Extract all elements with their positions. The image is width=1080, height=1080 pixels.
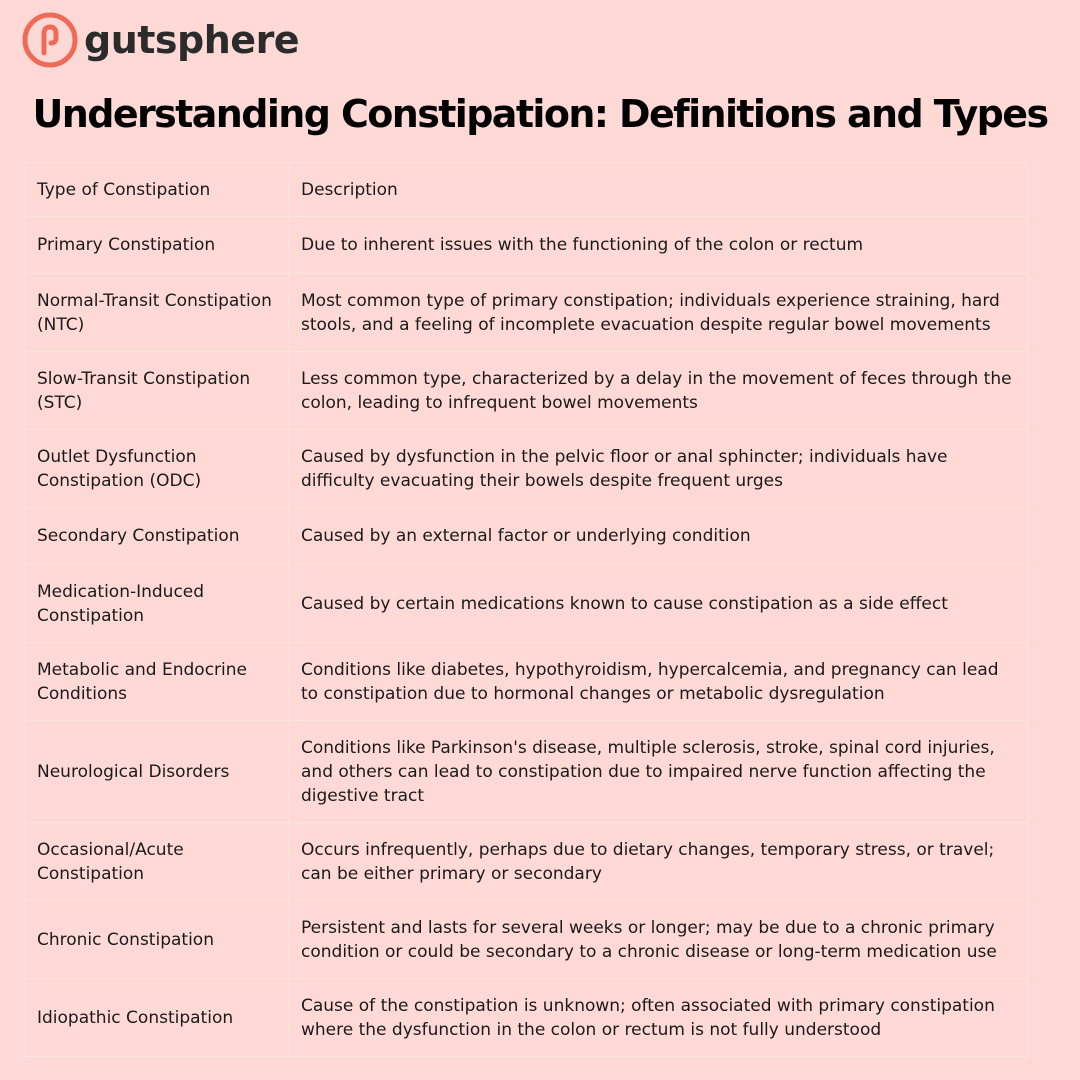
table-header-row	[25, 163, 1028, 217]
description-cell: Occurs infrequently, perhaps due to dietary changes, temporary stress, or travel; can be either primary or secondary	[289, 823, 1028, 901]
description-cell: Less common type, characterized by a delay in the movement of feces through the colon, leading to infrequent bowel movements	[289, 352, 1028, 430]
constipation-types-table	[24, 162, 1028, 1057]
description-cell: Conditions like Parkinson's disease, multiple sclerosis, stroke, spinal cord injuries, and others can lead to constipation due to impaired nerve function affecting the digestive tract	[289, 721, 1028, 823]
type-cell: Normal-Transit Constipation (NTC)	[25, 274, 289, 352]
description-cell: Caused by dysfunction in the pelvic floor or anal sphincter; individuals have difficulty evacuating their bowels despite frequent urges	[289, 430, 1028, 508]
table-row	[25, 643, 1028, 721]
type-cell: Secondary Constipation	[25, 508, 289, 565]
description-cell: Cause of the constipation is unknown; often associated with primary constipation where the dysfunction in the colon or rectum is not fully understood	[289, 979, 1028, 1057]
column-header-type: Type of Constipation	[25, 163, 289, 217]
column-header-description: Description	[289, 163, 1028, 217]
brand-name: gutsphere	[84, 18, 300, 62]
table-row	[25, 721, 1028, 823]
description-cell: Caused by certain medications known to cause constipation as a side effect	[289, 565, 1028, 643]
table-row	[25, 823, 1028, 901]
brand	[22, 12, 299, 68]
table-row	[25, 274, 1028, 352]
type-cell: Slow-Transit Constipation (STC)	[25, 352, 289, 430]
type-cell: Chronic Constipation	[25, 901, 289, 979]
table-row	[25, 430, 1028, 508]
type-cell: Medication-Induced Constipation	[25, 565, 289, 643]
type-cell: Occasional/Acute Constipation	[25, 823, 289, 901]
type-cell: Outlet Dysfunction Constipation (ODC)	[25, 430, 289, 508]
table-row	[25, 217, 1028, 274]
description-cell: Due to inherent issues with the functioning of the colon or rectum	[289, 217, 1028, 274]
type-cell: Metabolic and Endocrine Conditions	[25, 643, 289, 721]
table-row	[25, 508, 1028, 565]
colon-icon	[22, 12, 78, 68]
description-cell: Caused by an external factor or underlying condition	[289, 508, 1028, 565]
page-title: Understanding Constipation: Definitions and Types	[32, 92, 1048, 136]
description-cell: Most common type of primary constipation; individuals experience straining, hard stools, and a feeling of incomplete evacuation despite regular bowel movements	[289, 274, 1028, 352]
table-row	[25, 352, 1028, 430]
type-cell: Primary Constipation	[25, 217, 289, 274]
description-cell: Conditions like diabetes, hypothyroidism, hypercalcemia, and pregnancy can lead to constipation due to hormonal changes or metabolic dysregulation	[289, 643, 1028, 721]
table-row	[25, 901, 1028, 979]
table-row	[25, 979, 1028, 1057]
type-cell: Neurological Disorders	[25, 721, 289, 823]
type-cell: Idiopathic Constipation	[25, 979, 289, 1057]
description-cell: Persistent and lasts for several weeks or longer; may be due to a chronic primary condition or could be secondary to a chronic disease or long-term medication use	[289, 901, 1028, 979]
table-row	[25, 565, 1028, 643]
